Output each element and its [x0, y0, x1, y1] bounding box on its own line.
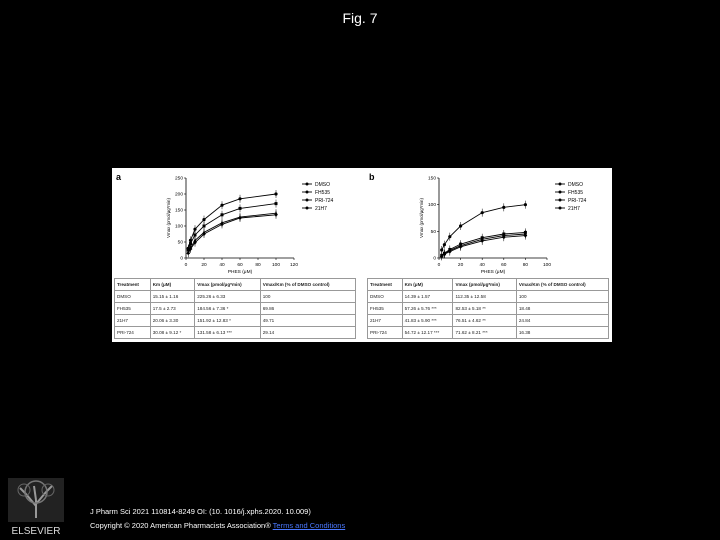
copyright-line — [90, 521, 345, 530]
table-cell: 15.15 ± 1.16 — [150, 291, 195, 303]
data-point — [502, 206, 505, 209]
table-cell: DMSO — [115, 291, 151, 303]
data-point — [440, 248, 443, 251]
y-axis-label: Vmax (pmol/μg*min) — [419, 198, 424, 238]
table-cell: 49.71 — [260, 315, 355, 327]
table-cell: 112.35 ± 12.58 — [453, 291, 516, 303]
y-tick-label: 200 — [174, 192, 183, 198]
table-row — [115, 291, 356, 303]
table-cell: 71.62 ± 8.21 *** — [453, 327, 516, 339]
table-header-cell: Treatment — [115, 279, 151, 291]
x-tick-label: 40 — [219, 263, 225, 268]
x-tick-label: 100 — [271, 263, 281, 268]
table-cell: 100 — [516, 291, 608, 303]
table-cell: 76.51 ± 4.62 ** — [453, 315, 516, 327]
legend-marker — [559, 191, 562, 194]
legend-marker — [559, 207, 562, 210]
legend-label: PRI-724 — [568, 197, 587, 204]
table-cell: PRI-724 — [368, 327, 403, 339]
y-tick-label: 0 — [433, 256, 436, 262]
data-point — [443, 243, 446, 246]
data-point — [459, 224, 462, 227]
data-point — [202, 218, 205, 221]
data-point — [203, 225, 206, 228]
table-cell: 184.56 ± 7.36 * — [195, 303, 260, 315]
table-cell: 30.08 ± 9.12 * — [150, 327, 195, 339]
elsevier-logo-text: ELSEVIER — [11, 526, 61, 537]
x-tick-label: 80 — [522, 263, 529, 268]
series-line — [188, 204, 276, 250]
table-cell: 24.84 — [516, 315, 608, 327]
y-tick-label: 100 — [174, 224, 183, 230]
data-point — [221, 213, 224, 216]
legend-label: DMSO — [315, 181, 330, 188]
x-tick-label: 100 — [542, 263, 552, 268]
table-cell: DMSO — [368, 291, 403, 303]
x-tick-label: 120 — [289, 263, 299, 268]
legend-marker — [559, 183, 562, 186]
panel-label: a — [116, 172, 122, 182]
table-cell: PRI-724 — [115, 327, 151, 339]
data-point — [239, 207, 242, 210]
x-tick-label: 60 — [237, 263, 243, 268]
figure-title: Fig. 7 — [342, 10, 378, 26]
legend-label: FH535 — [315, 189, 331, 196]
table-cell: 20.06 ± 3.30 — [150, 315, 195, 327]
y-tick-label: 250 — [174, 176, 183, 182]
y-tick-label: 100 — [427, 203, 436, 209]
data-point — [524, 203, 527, 206]
table-cell: 21H7 — [115, 315, 151, 327]
table-b — [367, 278, 609, 339]
data-point — [275, 202, 278, 205]
table-cell: 100 — [260, 291, 355, 303]
panel-b — [365, 168, 612, 342]
table-row — [115, 303, 356, 315]
legend-label: PRI-724 — [315, 197, 334, 204]
legend-label: 21H7 — [568, 205, 580, 212]
panel-a — [112, 168, 359, 342]
legend-marker — [306, 183, 309, 186]
table-header-cell: Vmax (pmol/μg*min) — [453, 279, 516, 291]
table-row — [115, 327, 356, 339]
table-row — [368, 327, 609, 339]
y-tick-label: 50 — [177, 240, 183, 246]
series-line — [442, 205, 526, 250]
table-cell: 16.38 — [516, 327, 608, 339]
x-tick-label: 60 — [501, 263, 507, 268]
legend-marker — [559, 199, 562, 202]
table-cell: 225.26 ± 6.33 — [195, 291, 260, 303]
legend-marker — [306, 199, 309, 202]
table-row — [368, 303, 609, 315]
y-tick-label: 0 — [180, 256, 183, 262]
data-point — [194, 233, 197, 236]
x-tick-label: 0 — [184, 263, 188, 268]
data-point — [193, 228, 196, 231]
table-header-cell: Km (μM) — [150, 279, 195, 291]
table-header-cell: Vmax/Km (% of DMSO control) — [260, 279, 355, 291]
table-header-cell: Treatment — [368, 279, 403, 291]
chart-a — [112, 168, 359, 276]
data-point — [448, 235, 451, 238]
table-row — [115, 315, 356, 327]
legend-marker — [306, 191, 309, 194]
table-header-cell: Vmax (pmol/μg*min) — [195, 279, 260, 291]
copyright-text: Copyright © 2020 American Pharmacists Association® — [90, 521, 273, 530]
table-cell: FH535 — [368, 303, 403, 315]
x-axis-label: PHES (μM) — [480, 270, 506, 275]
figure-image — [112, 168, 612, 342]
x-tick-label: 0 — [437, 263, 441, 268]
table-cell: 151.92 ± 12.83 * — [195, 315, 260, 327]
table-a — [114, 278, 356, 339]
panel-label: b — [369, 172, 375, 182]
x-tick-label: 40 — [479, 263, 485, 268]
y-axis-label: Vmax (pmol/μg*min) — [166, 198, 171, 238]
table-cell: 14.39 ± 1.57 — [402, 291, 453, 303]
x-tick-label: 80 — [255, 263, 261, 268]
elsevier-logo — [6, 478, 66, 538]
data-point — [481, 211, 484, 214]
legend-label: 21H7 — [315, 205, 327, 212]
x-tick-label: 20 — [457, 263, 464, 268]
terms-link[interactable]: Terms and Conditions — [272, 521, 346, 530]
table-header-row — [115, 279, 356, 291]
table-cell: 17.5 ± 2.73 — [150, 303, 195, 315]
table-cell: 69.86 — [260, 303, 355, 315]
data-point — [220, 204, 223, 207]
x-tick-label: 20 — [201, 263, 207, 268]
table-cell: FH535 — [115, 303, 151, 315]
table-cell: 131.58 ± 6.13 *** — [195, 327, 260, 339]
legend-label: FH535 — [568, 189, 584, 196]
table-cell: 82.53 ± 5.18 ** — [453, 303, 516, 315]
table-cell: 21H7 — [368, 315, 403, 327]
table-row — [368, 291, 609, 303]
y-tick-label: 50 — [430, 229, 436, 235]
table-cell: 18.48 — [516, 303, 608, 315]
table-header-row — [368, 279, 609, 291]
y-tick-label: 150 — [174, 208, 183, 214]
table-cell: 29.14 — [260, 327, 355, 339]
table-cell: 57.26 ± 5.76 *** — [402, 303, 453, 315]
data-point — [238, 197, 241, 200]
table-cell: 41.83 ± 5.90 *** — [402, 315, 453, 327]
legend-marker — [306, 207, 309, 210]
chart-b — [365, 168, 612, 276]
y-tick-label: 150 — [427, 176, 436, 182]
series-line — [188, 213, 276, 252]
table-header-cell: Vmax/Km (% of DMSO control) — [516, 279, 608, 291]
x-axis-label: PHES (μM) — [227, 270, 253, 275]
legend-label: DMSO — [568, 181, 583, 188]
series-line — [442, 232, 526, 255]
series-line — [188, 215, 276, 253]
table-cell: 54.72 ± 12.17 *** — [402, 327, 453, 339]
table-row — [368, 315, 609, 327]
table-header-cell: Km (μM) — [402, 279, 453, 291]
data-point — [274, 192, 277, 195]
citation-line: J Pharm Sci 2021 110814-8249 OI: (10. 1016/j.xphs.2020. 10.009) — [90, 507, 311, 516]
